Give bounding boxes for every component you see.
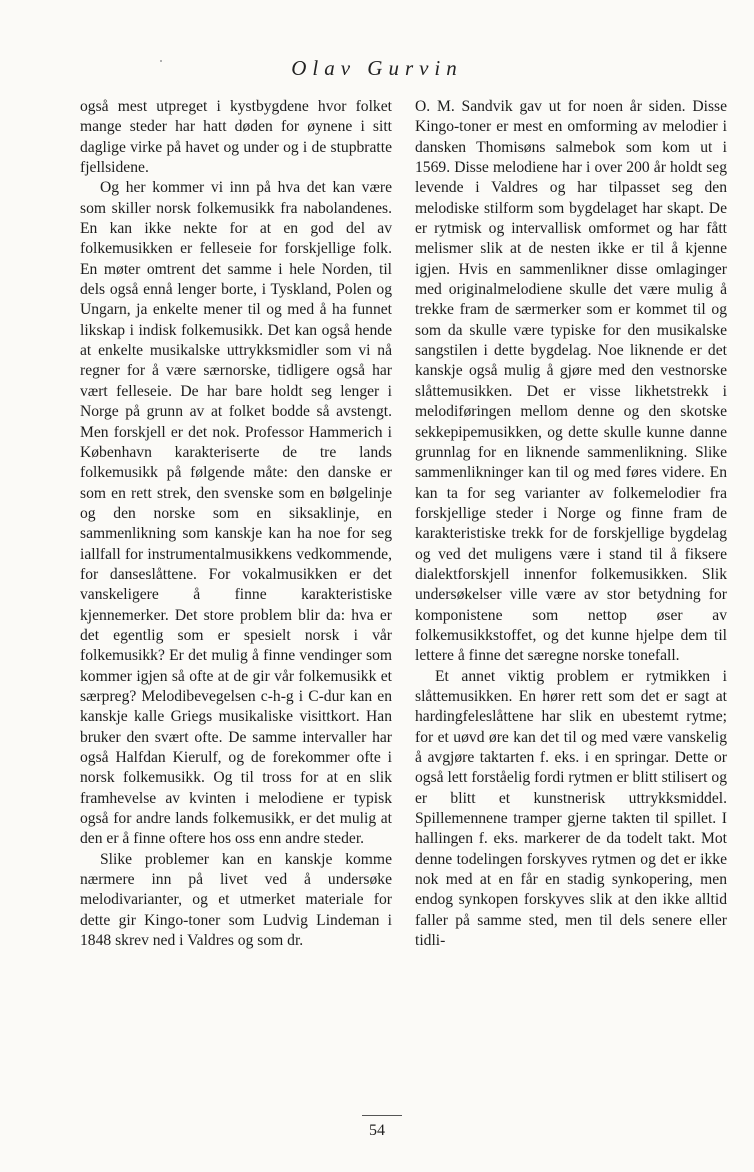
left-paragraph-3: Slike problemer kan en kanskje komme nærmere inn på livet ved å undersøke melodivarianter, og et utmerket materiale for dette gir Kingo-toner som Ludvig Lindeman i 1848 skrev ned i Valdres og som dr. <box>80 850 392 950</box>
running-head: Olav Gurvin <box>291 56 463 80</box>
left-column <box>80 97 392 951</box>
page-number: 54 <box>369 1122 385 1139</box>
right-paragraph-1: O. M. Sandvik gav ut for noen år siden. Disse Kingo-toner er mest en omforming av melodier i dansken Thomisøns salmebok som kom ut i 1569. Disse melodiene har i over 200 år holdt seg levende i Valdres og har tilpasset seg den melodiske stilform som bygdelaget har skapt. De er rytmisk og intervallisk omformet og har fått melismer slik at de nesten ikke er til å kjenne igjen. Hvis en sammenlikner disse omlaginger med originalmelodiene skulle det være mulig å trekke fram de særmerker som er kommet til og som da skulle være typiske for den musikalske sangstilen i dette bygdelag. Noe liknende er det kanskje også mulig å gjøre med den vestnorske slåttemusikken. Det er visse likhetstrekk i melodiføringen mellom denne og den skotske sekkepipemusikken, og dette skulle kunne danne grunnlag for en liknende sammenlikning. Slike sammenlikninger kan til og med føres videre. En kan ta for seg varianter av folkemelodier fra forskjellige steder i Norge og finne fram de karakteristiske trekk for de forskjellige bygdelag og ved det muligens være i stand til å fiksere dialektforskjell innenfor folkemusikken. Slik undersøkelser ville være av stor betydning for komponistene som nettop øser av folkemusikkstoffet, og det kunne hjelpe dem til lettere å finne det særegne norske tonefall. <box>415 98 727 665</box>
left-paragraph-2: Og her kommer vi inn på hva det kan være som skiller norsk folkemusikk fra nabolandenes. En kan ikke nekte for at en god del av folkemusikken er felleseie for forskjellige folk. En møter omtrent det samme i hele Norden, til dels også ennå lenger borte, i Tyskland, Polen og Ungarn, ja enkelte mener til og med å ha funnet likskap i indisk folkemusikk. Det kan også hende at enkelte musikalske uttrykksmidler som vi nå regner for å være særnorske, tidligere også har vært felleseie. De har bare holdt seg lenger i Norge på grunn av at folket bodde så avstengt. Men forskjell er det nok. Professor Hammerich i København karakteriserte de tre lands folkemusikk på følgende måte: den danske er som en rett strek, den svenske som en bølgelinje og den norske som en siksaklinje, en sammenlikning som kanskje kan ha noe for seg iallfall for instrumentalmusikkens vedkommende, for danseslåttene. For vokalmusikken er det vanskeligere å finne karakteristiske kjennemerker. Det store problem blir da: hva er det egentlig som er spesielt norsk i vår folkemusikk? Er det mulig å finne vendinger som kommer igjen så ofte at de gir vår folkemusikk et særpreg? Melodibevegelsen c-h-g i C-dur kan en kanskje kalle Griegs musikaliske visittkort. Han bruker den svært ofte. De samme intervaller har også Halfdan Kierulf, og de forekommer ofte i norsk folkemusikk. Og til tross for at en slik framhevelse av kvinten i melodiene er typisk også for andre lands folkemusikk, er det mulig at den er å finne oftere hos oss enn andre steder. <box>80 179 392 848</box>
right-paragraph-2: Et annet viktig problem er rytmikken i slåttemusikken. En hører rett som det er sagt at hardingfeleslåttene har slik en ubestemt rytme; for et uøvd øre kan det til og med være vanskelig å avgjøre taktarten f. eks. i en springar. Dette or også lett forståelig fordi rytmen er blitt stilisert og er blitt et kunstnerisk uttrykksmiddel. Spillemennene tramper gjerne takten til spillet. I hallingen f. eks. markerer de da todelt takt. Mot denne todelingen forskyves rytmen og det er ikke nok med at en får en stadig synkopering, men endog synkopen forskyves slik at den ikke alltid faller på samme sted, men til dels senere eller tidli- <box>415 667 727 950</box>
left-paragraph-1: også mest utpreget i kystbygdene hvor folket mange steder har hatt døden for øynene i sitt daglige virke på havet og under og i de stupbratte fjellsidene. <box>80 98 392 177</box>
page-number-rule <box>362 1115 402 1116</box>
right-column <box>415 97 727 951</box>
